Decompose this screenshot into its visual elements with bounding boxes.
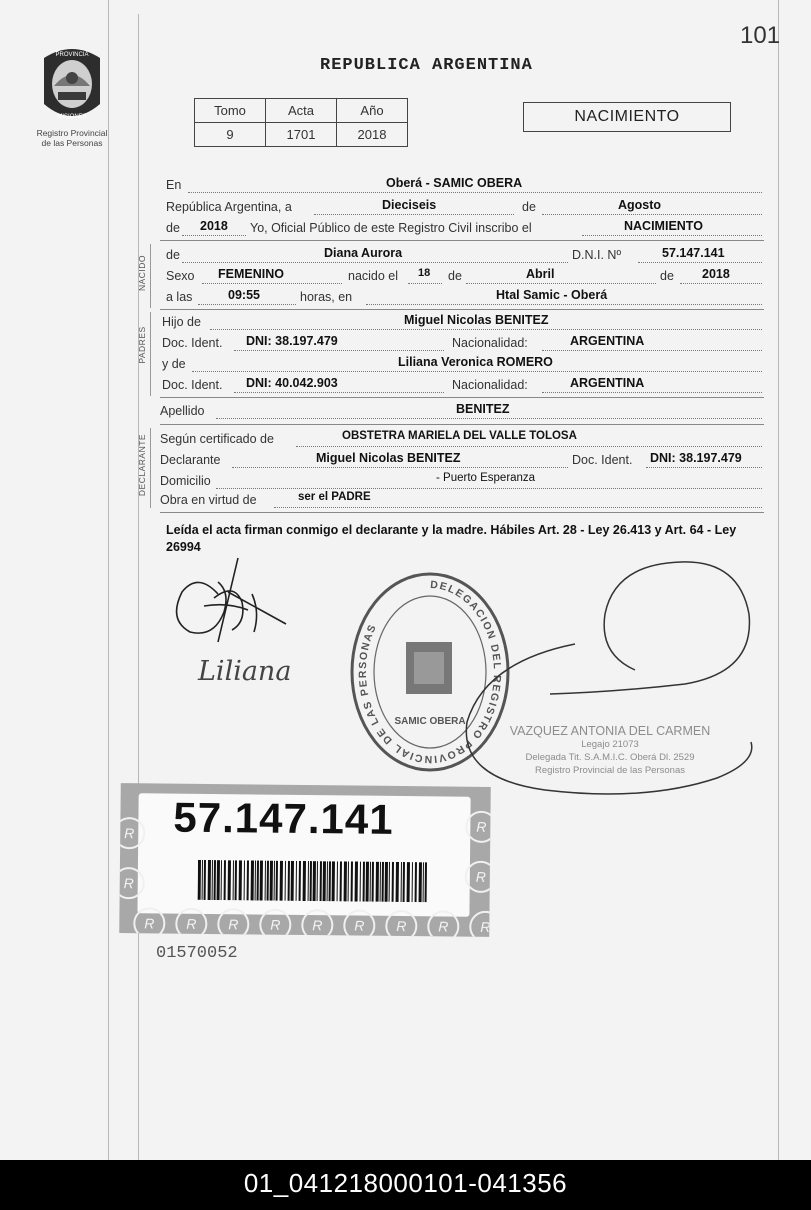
row-padre xyxy=(162,313,762,332)
row-en xyxy=(162,176,762,195)
value-sexo: FEMENINO xyxy=(218,267,284,281)
value-father-dni: DNI: 38.197.479 xyxy=(246,334,338,348)
label-de-year: de xyxy=(166,221,180,235)
value-child-name: Diana Aurora xyxy=(324,246,403,260)
stamp-center-text: SAMIC OBERA xyxy=(394,716,466,727)
section-label-declarante: DECLARANTE xyxy=(137,433,147,497)
closing-statement: Leída el acta firman conmigo el declarante y la madre. Hábiles Art. 28 - Ley 26.413 y Art. 64 - Ley 26994 xyxy=(166,523,737,554)
label-de-month: de xyxy=(522,200,536,214)
sticker-pattern-letter: R xyxy=(480,918,491,935)
sticker-pattern-letter: R xyxy=(476,818,487,835)
sticker-pattern-letter: R xyxy=(144,915,155,932)
value-declarante-dni: DNI: 38.197.479 xyxy=(650,451,742,465)
value-apellido: BENITEZ xyxy=(456,402,510,416)
section-label-nacido: NACIDO xyxy=(137,254,147,292)
officer-legajo: Legajo 21073 xyxy=(581,739,639,750)
sticker-pattern-letter: R xyxy=(228,916,239,933)
footer-bar xyxy=(0,1160,811,1210)
label-de-birth-year: de xyxy=(660,269,674,283)
footer-filename: 01_041218000101-041356 xyxy=(243,1168,568,1198)
sticker-pattern-letter: R xyxy=(396,917,407,935)
row-republica xyxy=(162,198,762,217)
right-margin-line xyxy=(778,0,779,1160)
label-doc-ident-3: Doc. Ident. xyxy=(572,453,633,467)
provincial-seal-logo xyxy=(36,44,108,126)
row-apellido xyxy=(162,402,762,421)
value-inscribo: NACIMIENTO xyxy=(624,219,703,233)
registry-header-acta: Acta xyxy=(266,99,337,123)
row-madre xyxy=(162,355,762,374)
dni-sticker xyxy=(119,783,491,937)
value-mother-nationality: ARGENTINA xyxy=(570,376,645,390)
registry-value-ano: 2018 xyxy=(337,123,408,147)
logo-top-word: PROVINCIA xyxy=(55,52,89,58)
serial-number: 01570052 xyxy=(156,944,238,963)
value-place-city: Oberá - SAMIC OBERA xyxy=(386,176,523,190)
value-birth-year: 2018 xyxy=(702,267,730,281)
stamp-ring-text: DELEGACION DEL REGISTRO PROVINCIAL DE LAS PERSONAS xyxy=(356,578,503,766)
label-doc-ident-1: Doc. Ident. xyxy=(162,336,223,350)
label-dni: D.N.I. Nº xyxy=(572,248,622,262)
value-birth-time: 09:55 xyxy=(228,288,260,302)
label-hijo-de: Hijo de xyxy=(162,315,201,329)
value-mother-dni: DNI: 40.042.903 xyxy=(246,376,338,390)
sticker-pattern-letter: R xyxy=(124,825,135,842)
sticker-pattern-letter: R xyxy=(475,868,486,885)
officer-registry: Registro Provincial de las Personas xyxy=(535,765,685,776)
label-nacionalidad-1: Nacionalidad: xyxy=(452,336,528,350)
value-father-nationality: ARGENTINA xyxy=(570,334,645,348)
value-birth-day: 18 xyxy=(418,267,431,279)
value-domicilio: - Puerto Esperanza xyxy=(436,472,536,484)
label-republica: República Argentina, a xyxy=(166,200,292,214)
row-certificado xyxy=(162,430,762,449)
sticker-pattern xyxy=(119,783,491,937)
registry-header-tomo: Tomo xyxy=(195,99,266,123)
row-doc-madre xyxy=(162,376,762,395)
label-declarante: Declarante xyxy=(160,453,221,467)
label-nacionalidad-2: Nacionalidad: xyxy=(452,378,528,392)
label-domicilio: Domicilio xyxy=(160,474,211,488)
dni-sticker-number: 57.147.141 xyxy=(173,793,394,843)
section-label-padres: PADRES xyxy=(137,326,147,364)
logo-caption-line1: Registro Provincial xyxy=(36,128,108,138)
value-birth-place: Htal Samic - Oberá xyxy=(496,288,608,302)
value-declarante: Miguel Nicolas BENITEZ xyxy=(316,451,461,465)
left-margin-line xyxy=(108,0,109,1160)
row-declarante xyxy=(162,451,762,470)
row-doc-padre xyxy=(162,334,762,353)
value-child-dni: 57.147.141 xyxy=(662,246,725,260)
sticker-pattern-letter: R xyxy=(354,917,365,934)
sticker-pattern-letter: R xyxy=(123,875,134,892)
page-number: 101 xyxy=(740,22,781,49)
label-apellido: Apellido xyxy=(160,404,205,418)
row-nacido-name xyxy=(162,246,762,265)
logo-caption-line2: de las Personas xyxy=(41,138,103,148)
value-month: Agosto xyxy=(618,198,662,212)
registry-value-row xyxy=(195,123,408,147)
label-de-birth-month: de xyxy=(448,269,462,283)
label-oficial: Yo, Oficial Público de este Registro Civil inscribo el xyxy=(250,221,532,235)
page-title: REPUBLICA ARGENTINA xyxy=(320,56,533,75)
value-birth-month: Abril xyxy=(526,267,555,281)
mother-signature xyxy=(196,646,328,694)
label-sexo: Sexo xyxy=(166,269,195,283)
value-year: 2018 xyxy=(200,219,228,233)
row-nacido-hora xyxy=(162,288,762,307)
label-horas-en: horas, en xyxy=(300,290,353,304)
row-nacido-sexo xyxy=(162,267,762,286)
label-a-las: a las xyxy=(166,290,193,304)
sticker-pattern-letter: R xyxy=(186,915,197,932)
label-y-de: y de xyxy=(162,357,186,371)
registry-header-ano: Año xyxy=(337,99,408,123)
registry-table xyxy=(194,98,408,147)
officer-role: Delegada Tit. S.A.M.I.C. Oberá Dl. 2529 xyxy=(525,752,695,763)
declarant-signature xyxy=(168,552,298,652)
sticker-pattern-letter: R xyxy=(270,916,281,933)
value-mother-name: Liliana Veronica ROMERO xyxy=(398,355,553,369)
row-year-inscribo xyxy=(162,219,762,238)
registry-value-tomo: 9 xyxy=(195,123,266,147)
record-type-box: NACIMIENTO xyxy=(523,102,731,132)
label-de-name: de xyxy=(166,248,180,262)
label-obra: Obra en virtud de xyxy=(160,493,257,507)
label-nacido-el: nacido el xyxy=(348,269,399,283)
registry-header-row xyxy=(195,99,408,123)
sticker-pattern-letter: R xyxy=(438,918,449,935)
label-en: En xyxy=(166,178,182,192)
value-certificado: OBSTETRA MARIELA DEL VALLE TOLOSA xyxy=(342,430,577,442)
label-doc-ident-2: Doc. Ident. xyxy=(162,378,223,392)
value-day-words: Dieciseis xyxy=(382,198,437,212)
logo-caption xyxy=(24,128,120,148)
officer-name: VAZQUEZ ANTONIA DEL CARMEN xyxy=(509,724,711,738)
row-obra xyxy=(162,491,762,510)
value-father-name: Miguel Nicolas BENITEZ xyxy=(404,313,549,327)
logo-bottom-word: MISIONES xyxy=(57,114,87,120)
value-obra: ser el PADRE xyxy=(298,491,371,503)
officer-stamp xyxy=(505,724,715,777)
row-domicilio xyxy=(162,472,762,491)
registry-value-acta: 1701 xyxy=(266,123,337,147)
sticker-pattern-letter: R xyxy=(312,917,323,934)
mother-signature-text: Liliana xyxy=(198,656,292,687)
label-segun-certificado: Según certificado de xyxy=(160,432,274,446)
left-margin-line-2 xyxy=(138,14,139,1160)
